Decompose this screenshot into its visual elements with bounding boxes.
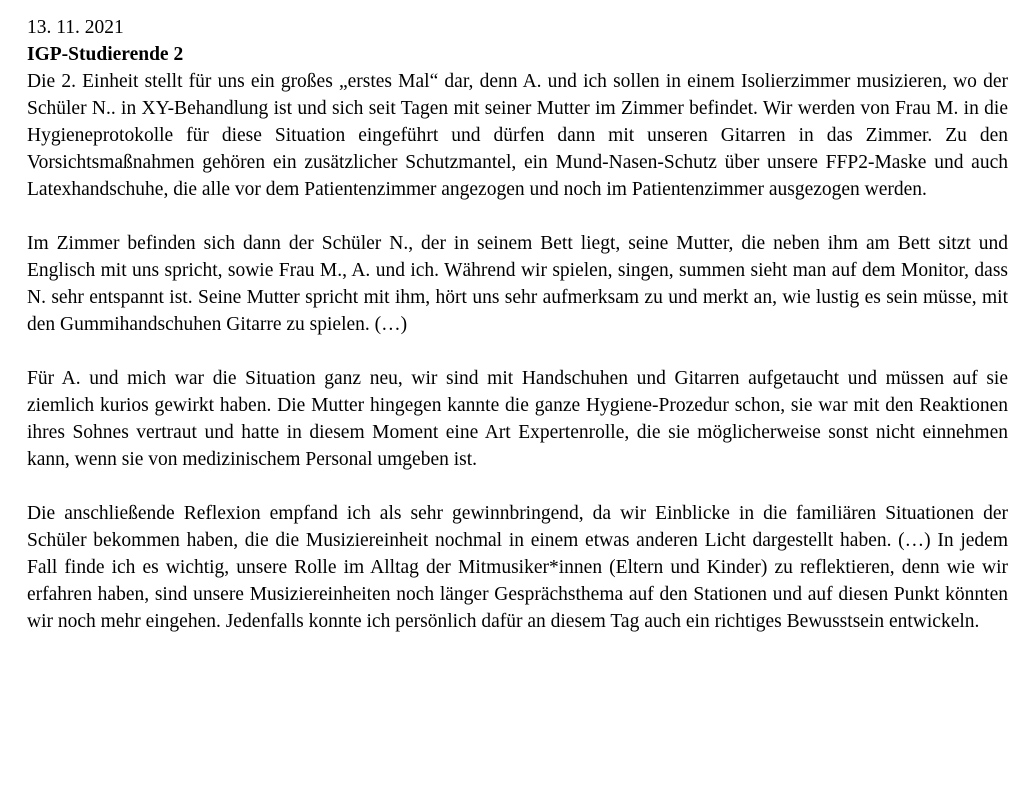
document-date: 13. 11. 2021 <box>27 17 124 38</box>
paragraph-3: Für A. und mich war die Situation ganz neu, wir sind mit Handschuhen und Gitarren aufgetaucht und müssen auf sie ziemlich kurios gewirkt haben. Die Mutter hingegen kannte die ganze Hygiene-Prozedur schon, sie war mit den Reaktionen ihres Sohnes vertraut und hatte in diesem Moment eine Art Expertenrolle, die sie möglicherweise sonst nicht einnehmen kann, wenn sie von medizinischem Personal umgeben ist. <box>27 368 1008 470</box>
paragraph-2: Im Zimmer befinden sich dann der Schüler N., der in seinem Bett liegt, seine Mutter, die neben ihm am Bett sitzt und Englisch mit uns spricht, sowie Frau M., A. und ich. Während wir spielen, singen, summen sieht man auf dem Monitor, dass N. sehr entspannt ist. Seine Mutter spricht mit ihm, hört uns sehr aufmerksam zu und merkt an, wie lustig es sein müsse, mit den Gummihandschuhen Gitarre zu spielen. (…) <box>27 233 1008 335</box>
paragraph-4: Die anschließende Reflexion empfand ich als sehr gewinnbringend, da wir Einblicke in die familiären Situationen der Schüler bekommen haben, die die Musiziereinheit nochmal in einem etwas anderen Licht dargestellt haben. (…) In jedem Fall finde ich es wichtig, unsere Rolle im Alltag der Mitmusiker*innen (Eltern und Kinder) zu reflektieren, denn wie wir erfahren haben, sind unsere Musiziereinheiten noch länger Gesprächsthema auf den Stationen und auf diesen Punkt könnten wir noch mehr eingehen. Jedenfalls konnte ich persönlich dafür an diesem Tag auch ein richtiges Bewusstsein entwickeln. <box>27 503 1008 632</box>
paragraph-1: Die 2. Einheit stellt für uns ein großes „erstes Mal“ dar, denn A. und ich sollen in einem Isolierzimmer musizieren, wo der Schüler N.. in XY-Behandlung ist und sich seit Tagen mit seiner Mutter im Zimmer befindet. Wir werden von Frau M. in die Hygieneprotokolle für diese Situation eingeführt und dürfen dann mit unseren Gitarren in das Zimmer. Zu den Vorsichtsmaßnahmen gehören ein zusätzlicher Schutzmantel, ein Mund-Nasen-Schutz über unsere FFP2-Maske und auch Latexhandschuhe, die alle vor dem Patientenzimmer angezogen und noch im Patientenzimmer ausgezogen werden. <box>27 71 1008 200</box>
document-heading: IGP-Studierende 2 <box>27 44 184 65</box>
